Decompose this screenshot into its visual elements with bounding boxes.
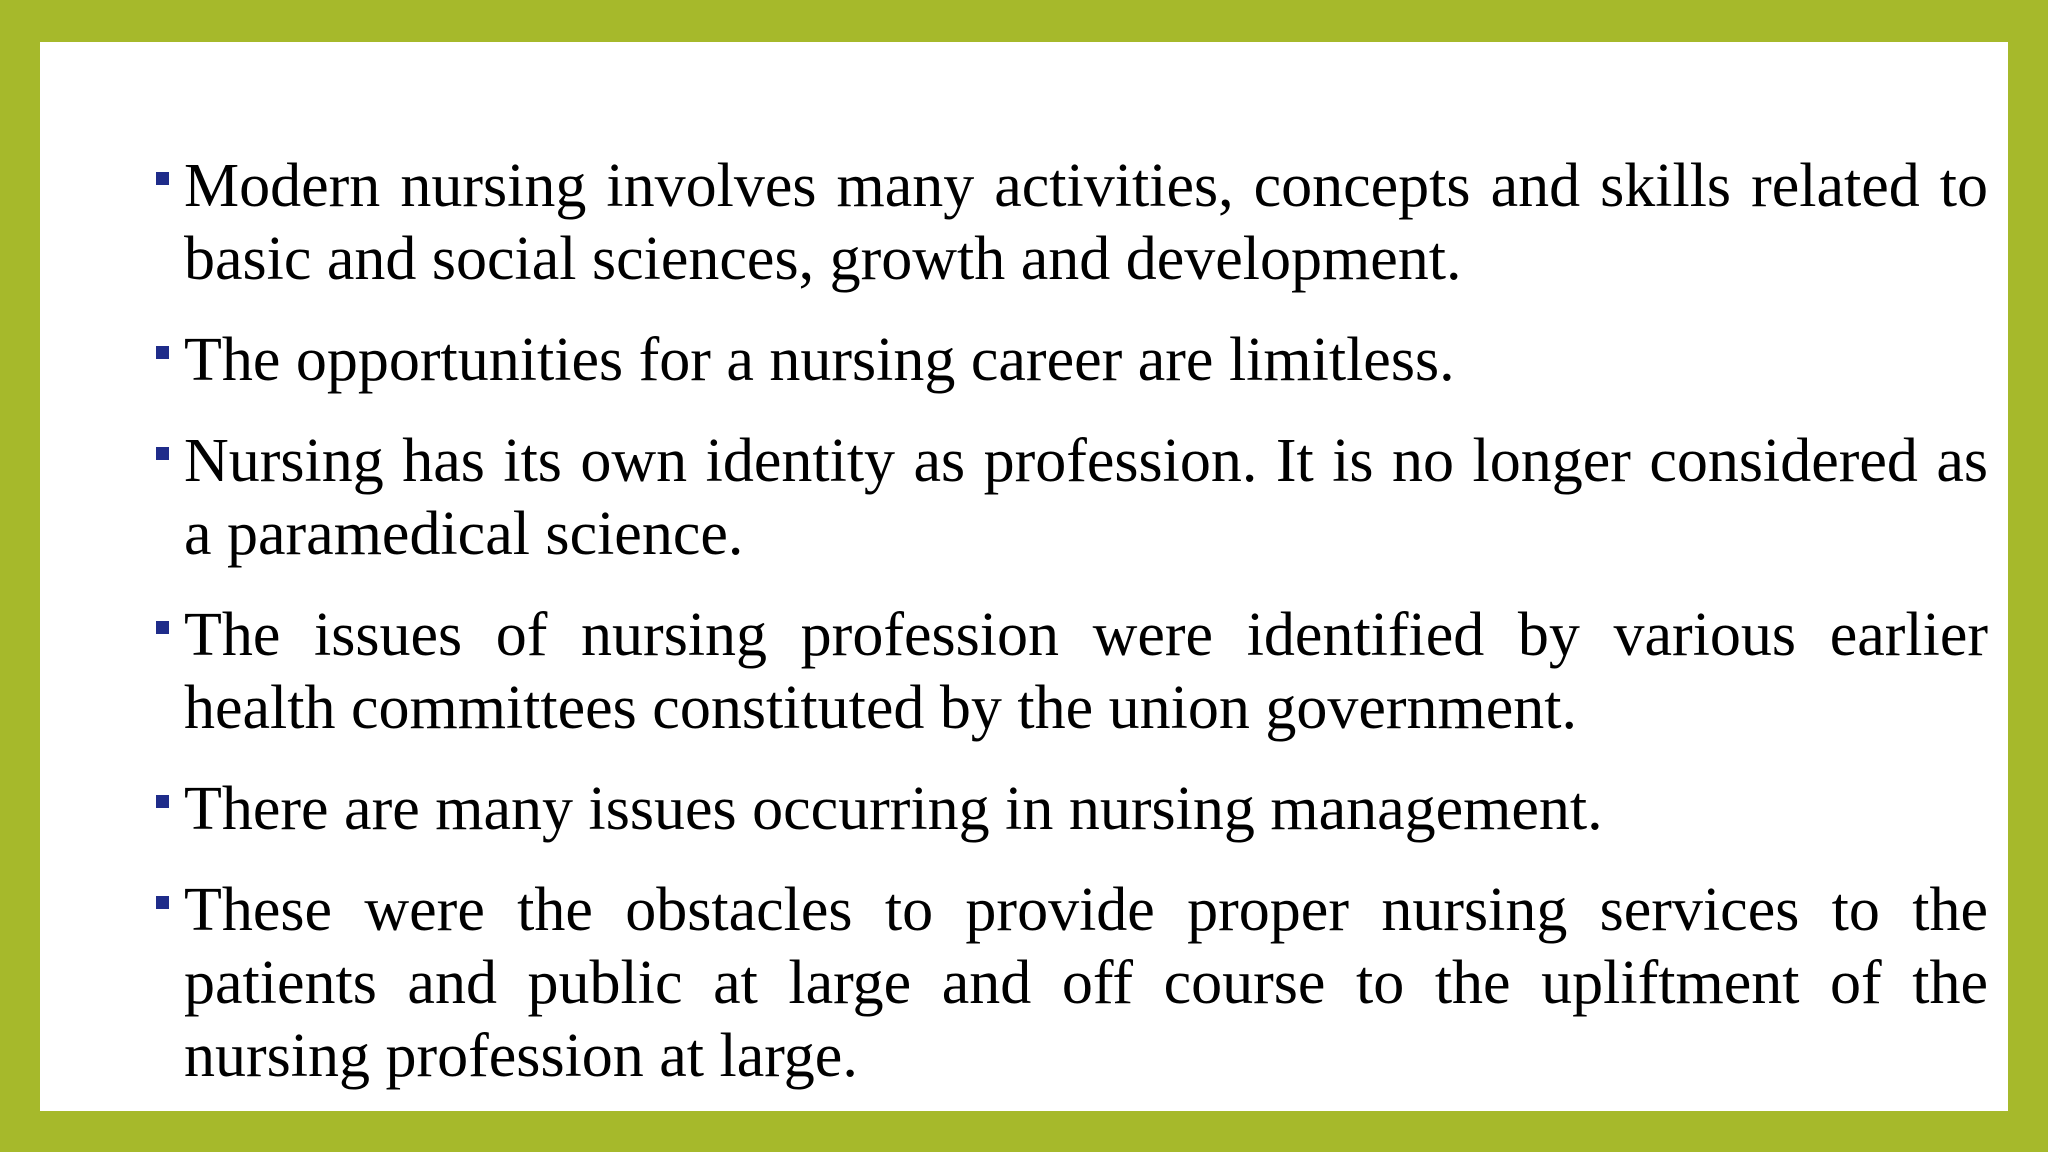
bullet-item — [152, 324, 1988, 397]
bullet-text: The issues of nursing profession were identified by various earlier health committees constituted by the union government. — [184, 601, 1988, 742]
square-bullet-icon — [156, 346, 169, 359]
bullet-text: There are many issues occurring in nursing management. — [184, 775, 1603, 843]
square-bullet-icon — [156, 621, 169, 634]
bullet-item — [152, 150, 1988, 296]
bullet-list — [152, 150, 1988, 1121]
bullet-item — [152, 425, 1988, 571]
bullet-text: Modern nursing involves many activities, concepts and skills related to basic and social sciences, growth and development. — [184, 152, 1988, 293]
square-bullet-icon — [156, 172, 169, 185]
bullet-item — [152, 599, 1988, 745]
square-bullet-icon — [156, 447, 169, 460]
square-bullet-icon — [156, 795, 169, 808]
bullet-text: These were the obstacles to provide proper nursing services to the patients and public at large and off course to the upliftment of the nursing profession at large. — [184, 876, 1988, 1090]
bullet-item — [152, 773, 1988, 846]
bullet-text: The opportunities for a nursing career are limitless. — [184, 326, 1455, 394]
bullet-item — [152, 874, 1988, 1093]
bullet-text: Nursing has its own identity as profession. It is no longer considered as a paramedical science. — [184, 427, 1988, 568]
square-bullet-icon — [156, 896, 169, 909]
slide-content-area — [40, 42, 2008, 1111]
